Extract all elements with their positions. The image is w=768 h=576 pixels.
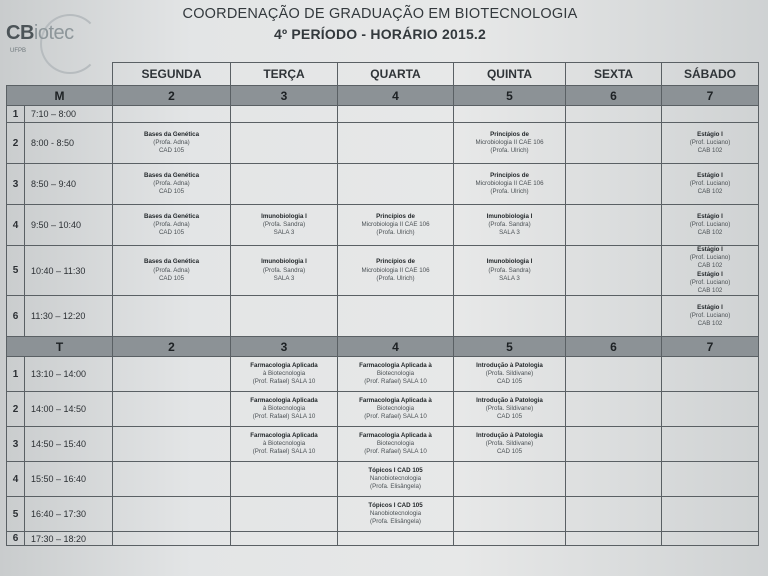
class-cell [566, 205, 662, 246]
class-cell [113, 427, 231, 462]
class-cell [566, 296, 662, 337]
class-cell-line: CAD 105 [496, 378, 523, 386]
class-cell [231, 246, 338, 296]
class-cell-line: Introdução à Patologia [476, 396, 543, 404]
logo-accent: iotec [33, 22, 74, 44]
class-cell-line: Farmacologia Aplicada [250, 396, 318, 404]
class-cell [454, 497, 566, 532]
class-cell-line: (Profa. Adna) [153, 220, 190, 228]
class-cell-line: (Prof. Rafael) SALA 10 [252, 378, 316, 386]
class-cell [338, 497, 454, 532]
cbiotec-logo [4, 18, 104, 66]
day-header-2: QUARTA [338, 63, 454, 86]
class-cell-line: Estágio I [697, 212, 723, 220]
class-cell-line: Biotecnologia [376, 405, 415, 413]
class-cell-line: Introdução à Patologia [476, 431, 543, 439]
afternoon-day-number: 2 [113, 337, 231, 357]
class-cell [231, 123, 338, 164]
slot-number: 3 [7, 427, 25, 462]
class-cell [113, 246, 231, 296]
slot-number: 6 [7, 296, 25, 337]
class-cell-line: CAB 102 [697, 147, 723, 155]
afternoon-slot-row [7, 427, 759, 462]
class-cell-line: CAB 102 [697, 262, 723, 270]
page-subtitle: 4º PERÍODO - HORÁRIO 2015.2 [273, 26, 487, 42]
afternoon-day-number: 7 [662, 337, 759, 357]
slot-time: 16:40 – 17:30 [25, 497, 113, 532]
class-cell [566, 106, 662, 123]
slot-number: 2 [7, 392, 25, 427]
class-cell [338, 427, 454, 462]
class-cell [338, 392, 454, 427]
class-cell-line: (Profa. Sildivane) [485, 440, 534, 448]
class-cell-line: Farmacologia Aplicada [250, 431, 318, 439]
class-cell-line: Bases da Genética [143, 171, 200, 179]
slot-number: 3 [7, 164, 25, 205]
class-cell [454, 164, 566, 205]
class-cell [566, 427, 662, 462]
class-cell [113, 532, 231, 546]
class-cell [231, 427, 338, 462]
class-cell [454, 246, 566, 296]
class-cell [454, 357, 566, 392]
afternoon-day-number: 5 [454, 337, 566, 357]
afternoon-slot-row [7, 532, 759, 546]
class-cell-line: Nanobiotecnologia [369, 510, 422, 518]
class-cell-line: SALA 3 [273, 274, 295, 282]
class-cell [338, 532, 454, 546]
class-cell-line: Farmacologia Aplicada [250, 361, 318, 369]
slot-time: 17:30 – 18:20 [25, 532, 113, 546]
class-cell-line: Estágio I [697, 130, 723, 138]
class-cell-line: Bases da Genética [143, 212, 200, 220]
afternoon-slot-row [7, 462, 759, 497]
class-cell [231, 462, 338, 497]
morning-slot-row [7, 296, 759, 337]
class-cell [113, 123, 231, 164]
afternoon-slot-row [7, 497, 759, 532]
class-cell-line: Introdução à Patologia [476, 361, 543, 369]
slot-time: 8:50 – 9:40 [25, 164, 113, 205]
class-cell-line: (Profa. Sildivane) [485, 370, 534, 378]
logo-subtext: UFPB [10, 48, 27, 54]
class-cell [662, 392, 759, 427]
class-cell-line: Microbiologia II CAE 106 [475, 138, 544, 146]
class-cell-line: (Prof. Rafael) SALA 10 [364, 378, 427, 386]
class-cell [566, 357, 662, 392]
slot-number: 2 [7, 123, 25, 164]
class-cell-line: Biotecnologia [376, 440, 415, 448]
class-cell-line: Princípios de [490, 171, 529, 179]
class-cell [566, 246, 662, 296]
class-cell-line: (Prof. Luciano) [689, 312, 731, 320]
class-cell [338, 123, 454, 164]
morning-day-number: 4 [338, 86, 454, 106]
class-cell-line: Tópicos I CAD 105 [368, 501, 423, 509]
class-cell-line: SALA 3 [273, 229, 295, 237]
class-cell [113, 106, 231, 123]
class-cell-line: Princípios de [376, 258, 415, 266]
class-cell [338, 296, 454, 337]
class-cell [113, 392, 231, 427]
class-cell-line: Imunobiologia I [486, 258, 533, 266]
class-cell-line: (Profa. Sandra) [262, 220, 306, 228]
slot-number: 6 [7, 532, 25, 546]
day-header-1: TERÇA [231, 63, 338, 86]
class-cell-line: CAD 105 [496, 448, 523, 456]
class-cell-line: SALA 3 [499, 229, 520, 237]
class-cell [662, 462, 759, 497]
logo-main: CB [6, 22, 34, 44]
class-cell-line: (Profa. Elisângela) [370, 518, 421, 526]
slot-time: 11:30 – 12:20 [25, 296, 113, 337]
slot-number: 5 [7, 246, 25, 296]
slot-number: 1 [7, 106, 25, 123]
class-cell [338, 106, 454, 123]
class-cell [662, 246, 759, 296]
header-corner [7, 63, 113, 86]
class-cell-line: CAD 105 [158, 147, 185, 155]
class-cell-line: Microbiologia II CAE 106 [361, 266, 430, 274]
class-cell-line: (Profa. Ulrich) [490, 147, 529, 155]
class-cell-line: (Profa. Sandra) [488, 220, 531, 228]
slot-time: 9:50 – 10:40 [25, 205, 113, 246]
class-cell-line: (Prof. Rafael) SALA 10 [364, 448, 427, 456]
morning-slot-row [7, 246, 759, 296]
class-cell [231, 164, 338, 205]
class-cell [338, 205, 454, 246]
morning-slot-row [7, 123, 759, 164]
day-header-3: QUINTA [454, 63, 566, 86]
schedule-table [6, 62, 759, 546]
day-header-4: SEXTA [566, 63, 662, 86]
afternoon-day-number: 3 [231, 337, 338, 357]
class-cell [338, 462, 454, 497]
morning-day-number: 3 [231, 86, 338, 106]
class-cell-line: Estágio I [697, 270, 723, 278]
class-cell [113, 357, 231, 392]
class-cell-line: Princípios de [376, 212, 415, 220]
class-cell-line: CAD 105 [158, 188, 185, 196]
afternoon-day-number: 6 [566, 337, 662, 357]
class-cell-line: Bases da Genética [143, 258, 200, 266]
class-cell-line: Bases da Genética [143, 130, 200, 138]
class-cell [113, 205, 231, 246]
class-cell [662, 123, 759, 164]
class-cell-line: à Biotecnologia [262, 370, 306, 378]
class-cell [454, 427, 566, 462]
class-cell [231, 205, 338, 246]
class-cell-line: (Prof. Luciano) [689, 138, 731, 146]
class-cell-line: Farmacologia Aplicada à [359, 396, 432, 404]
class-cell [662, 427, 759, 462]
class-cell [662, 205, 759, 246]
class-cell-line: Nanobiotecnologia [369, 475, 422, 483]
slot-time: 13:10 – 14:00 [25, 357, 113, 392]
class-cell-line: SALA 3 [499, 274, 520, 282]
morning-day-number: 2 [113, 86, 231, 106]
class-cell-line: Biotecnologia [376, 370, 415, 378]
class-cell [662, 106, 759, 123]
class-cell-line: (Profa. Ulrich) [376, 274, 415, 282]
slot-time: 14:50 – 15:40 [25, 427, 113, 462]
class-cell-line: (Prof. Luciano) [689, 254, 731, 262]
class-cell-line: à Biotecnologia [262, 440, 306, 448]
class-cell [662, 357, 759, 392]
class-cell-line: Farmacologia Aplicada à [359, 361, 432, 369]
morning-day-number: 7 [662, 86, 759, 106]
class-cell-line: (Profa. Adna) [153, 266, 190, 274]
class-cell-line: (Prof. Rafael) SALA 10 [252, 413, 316, 421]
class-cell-line: CAB 102 [697, 229, 723, 237]
class-cell [566, 497, 662, 532]
class-cell-line: CAD 105 [158, 274, 185, 282]
class-cell-line: Estágio I [697, 171, 723, 179]
slot-time: 8:00 - 8:50 [25, 123, 113, 164]
class-cell-line: CAD 105 [158, 229, 185, 237]
class-cell [231, 106, 338, 123]
slot-number: 1 [7, 357, 25, 392]
class-cell [454, 532, 566, 546]
class-cell-line: (Profa. Sildivane) [485, 405, 534, 413]
class-cell-line: Tópicos I CAD 105 [368, 466, 423, 474]
class-cell [454, 392, 566, 427]
class-cell [662, 164, 759, 205]
class-cell [231, 357, 338, 392]
class-cell [566, 392, 662, 427]
class-cell [113, 164, 231, 205]
afternoon-band-row [7, 337, 759, 357]
class-cell-line: CAB 102 [697, 320, 723, 328]
afternoon-period-label: T [7, 337, 113, 357]
class-cell-line: CAB 102 [697, 287, 723, 295]
class-cell-line: (Prof. Luciano) [689, 220, 731, 228]
class-cell [113, 462, 231, 497]
slot-number: 5 [7, 497, 25, 532]
class-cell-line: CAB 102 [697, 188, 723, 196]
class-cell [338, 246, 454, 296]
morning-slot-row [7, 205, 759, 246]
class-cell-line: Estágio I [697, 246, 723, 253]
slot-time: 15:50 – 16:40 [25, 462, 113, 497]
class-cell [662, 497, 759, 532]
class-cell-line: (Prof. Luciano) [689, 179, 731, 187]
class-cell [662, 296, 759, 337]
class-cell [566, 462, 662, 497]
class-cell-line: Princípios de [490, 130, 529, 138]
class-cell-line: Farmacologia Aplicada à [359, 431, 432, 439]
class-cell [662, 532, 759, 546]
class-cell [566, 532, 662, 546]
morning-slot-row [7, 106, 759, 123]
day-header-0: SEGUNDA [113, 63, 231, 86]
class-cell [454, 296, 566, 337]
class-cell [566, 164, 662, 205]
class-cell [454, 462, 566, 497]
class-cell [454, 123, 566, 164]
morning-period-label: M [7, 86, 113, 106]
afternoon-slot-row [7, 392, 759, 427]
class-cell-line: Microbiologia II CAE 106 [361, 220, 430, 228]
morning-slot-row [7, 164, 759, 205]
class-cell [113, 296, 231, 337]
slot-number: 4 [7, 462, 25, 497]
class-cell-line: (Profa. Ulrich) [490, 188, 529, 196]
class-cell [454, 205, 566, 246]
afternoon-day-number: 4 [338, 337, 454, 357]
class-cell-line: Imunobiologia I [261, 258, 307, 266]
class-cell-line: Imunobiologia I [261, 212, 307, 220]
class-cell-line: (Profa. Sandra) [488, 266, 531, 274]
class-cell [338, 164, 454, 205]
logo-wordmark [6, 22, 74, 45]
morning-band-row [7, 86, 759, 106]
class-cell-line: (Prof. Luciano) [689, 278, 731, 286]
class-cell-line: (Prof. Rafael) SALA 10 [252, 448, 316, 456]
slot-time: 10:40 – 11:30 [25, 246, 113, 296]
class-cell-line: CAD 105 [496, 413, 523, 421]
slot-time: 7:10 – 8:00 [25, 106, 113, 123]
morning-day-number: 6 [566, 86, 662, 106]
class-cell-line: Estágio I [697, 303, 723, 311]
class-cell-line: (Profa. Adna) [153, 138, 190, 146]
class-cell [113, 497, 231, 532]
class-cell [231, 392, 338, 427]
class-cell-line: Microbiologia II CAE 106 [475, 179, 544, 187]
page-title: COORDENAÇÃO DE GRADUAÇÃO EM BIOTECNOLOGIA [182, 6, 578, 22]
class-cell [566, 123, 662, 164]
class-cell [231, 296, 338, 337]
day-header-5: SÁBADO [662, 63, 759, 86]
class-cell-line: (Profa. Ulrich) [376, 229, 415, 237]
class-cell [231, 532, 338, 546]
class-cell-line: (Profa. Elisângela) [370, 483, 421, 491]
class-cell-line: à Biotecnologia [262, 405, 306, 413]
class-cell [231, 497, 338, 532]
morning-day-number: 5 [454, 86, 566, 106]
afternoon-slot-row [7, 357, 759, 392]
day-header-row [7, 63, 759, 86]
class-cell-line: (Prof. Rafael) SALA 10 [364, 413, 427, 421]
class-cell-line: (Profa. Sandra) [262, 266, 306, 274]
class-cell [338, 357, 454, 392]
class-cell-line: Imunobiologia I [486, 212, 533, 220]
slot-time: 14:00 – 14:50 [25, 392, 113, 427]
class-cell [454, 106, 566, 123]
slot-number: 4 [7, 205, 25, 246]
class-cell-line: (Profa. Adna) [153, 179, 190, 187]
